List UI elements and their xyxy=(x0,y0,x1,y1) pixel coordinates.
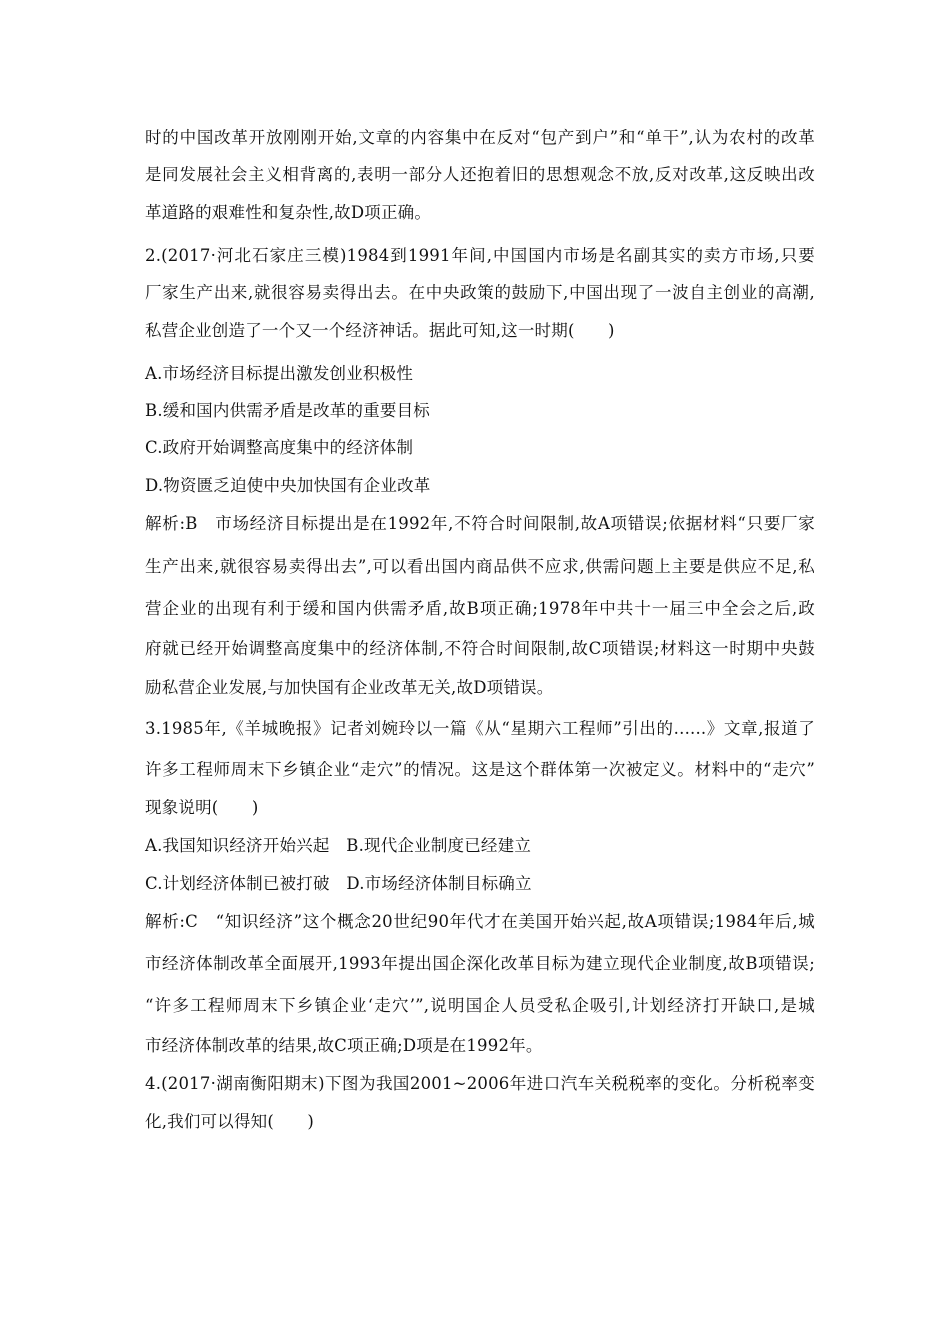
question-4-stem: 4.(2017·湖南衡阳期末)下图为我国2001~2006年进口汽车关税税率的变化。分析税率变 xyxy=(145,1074,815,1093)
options-a-b: A.我国知识经济开始兴起 B.现代企业制度已经建立 xyxy=(145,836,532,855)
option-c: C.政府开始调整高度集中的经济体制 xyxy=(145,438,414,457)
text-line: “许多工程师周末下乡镇企业‘走穴’”,说明国企人员受私企吸引,计划经济打开缺口,是城 xyxy=(145,996,815,1015)
answer-analysis: 解析:B 市场经济目标提出是在1992年,不符合时间限制,故A项错误;依据材料“只要厂家 xyxy=(145,514,815,533)
text-line: 营企业的出现有利于缓和国内供需矛盾,故B项正确;1978年中共十一届三中全会之后,政 xyxy=(145,599,815,618)
text-line: 化,我们可以得知( ) xyxy=(145,1112,315,1131)
option-d: D.物资匮乏迫使中央加快国有企业改革 xyxy=(145,476,431,495)
question-3-stem: 3.1985年,《羊城晚报》记者刘婉玲以一篇《从“星期六工程师”引出的......》文章,报道了 xyxy=(145,719,815,738)
answer-analysis: 解析:C “知识经济”这个概念20世纪90年代才在美国开始兴起,故A项错误;1984年后,城 xyxy=(145,912,815,931)
text-line: 励私营企业发展,与加快国有企业改革无关,故D项错误。 xyxy=(145,678,554,697)
option-b: B.缓和国内供需矛盾是改革的重要目标 xyxy=(145,401,430,420)
options-c-d: C.计划经济体制已被打破 D.市场经济体制目标确立 xyxy=(145,874,532,893)
text-line: 市经济体制改革的结果,故C项正确;D项是在1992年。 xyxy=(145,1036,543,1055)
text-line: 生产出来,就很容易卖得出去”,可以看出国内商品供不应求,供需问题上主要是供应不足,私 xyxy=(145,557,815,576)
text-line: 市经济体制改革全面展开,1993年提出国企深化改革目标为建立现代企业制度,故B项错误; xyxy=(145,954,815,973)
text-line: 厂家生产出来,就很容易卖得出去。在中央政策的鼓励下,中国出现了一波自主创业的高潮, xyxy=(145,283,815,302)
text-line: 革道路的艰难性和复杂性,故D项正确。 xyxy=(145,203,432,222)
text-line: 时的中国改革开放刚刚开始,文章的内容集中在反对“包产到户”和“单干”,认为农村的改革 xyxy=(145,128,815,147)
text-line: 私营企业创造了一个又一个经济神话。据此可知,这一时期( ) xyxy=(145,321,615,340)
text-line: 现象说明( ) xyxy=(145,798,259,817)
option-a: A.市场经济目标提出激发创业积极性 xyxy=(145,364,414,383)
text-line: 许多工程师周末下乡镇企业“走穴”的情况。这是这个群体第一次被定义。材料中的“走穴” xyxy=(145,760,815,779)
question-2-stem: 2.(2017·河北石家庄三模)1984到1991年间,中国国内市场是名副其实的卖方市场,只要 xyxy=(145,246,815,265)
text-line: 是同发展社会主义相背离的,表明一部分人还抱着旧的思想观念不放,反对改革,这反映出改 xyxy=(145,165,815,184)
text-line: 府就已经开始调整高度集中的经济体制,不符合时间限制,故C项错误;材料这一时期中央鼓 xyxy=(145,639,815,658)
